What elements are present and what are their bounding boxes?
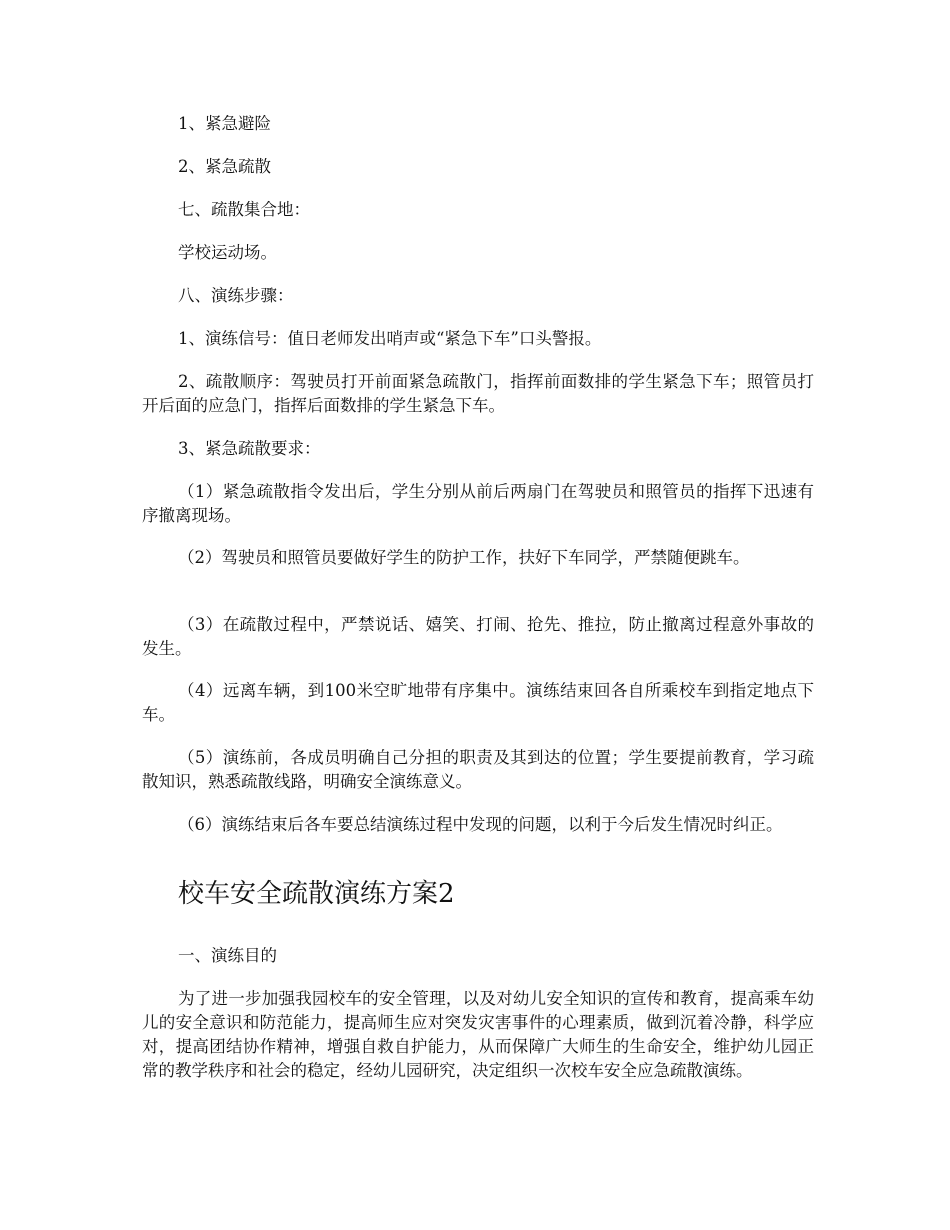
paragraph-purpose: 为了进一步加强我园校车的安全管理，以及对幼儿安全知识的宣传和教育，提高乘车幼儿的安全意识和防范能力，提高师生应对突发灾害事件的心理素质，做到沉着冷静，科学应对，提高团结协作精神，增强自救自护能力，从而保障广大师生的生命安全，维护幼儿园正常的教学秩序和社会的稳定，经幼儿园研究，决定组织一次校车安全应急疏散演练。 [142, 989, 814, 1080]
paragraph-req-5: （5）演练前，各成员明确自己分担的职责及其到达的位置；学生要提前教育，学习疏散知识，熟悉疏散线路，明确安全演练意义。 [142, 748, 814, 791]
paragraph-item-1: 1、紧急避险 [178, 114, 271, 133]
paragraph-req-4: （4）远离车辆，到100米空旷地带有序集中。演练结束回各自所乘校车到指定地点下车。 [142, 681, 814, 724]
paragraph-item-2: 2、紧急疏散 [178, 157, 271, 176]
paragraph-requirements: 3、紧急疏散要求： [178, 439, 321, 458]
paragraph-req-6: （6）演练结束后各车要总结演练过程中发现的问题，以利于今后发生情况时纠正。 [178, 815, 783, 834]
paragraph-req-1: （1）紧急疏散指令发出后，学生分别从前后两扇门在驾驶员和照管员的指挥下迅速有序撤离现场。 [142, 482, 814, 525]
paragraph-signal: 1、演练信号：值日老师发出哨声或“紧急下车”口头警报。 [178, 329, 602, 348]
section-heading-8: 八、演练步骤： [178, 286, 294, 305]
section-heading-1: 一、演练目的 [178, 946, 277, 965]
paragraph-req-2: （2）驾驶员和照管员要做好学生的防护工作，扶好下车同学，严禁随便跳车。 [178, 548, 750, 567]
document-heading: 校车安全疏散演练方案2 [178, 879, 455, 909]
paragraph-order: 2、疏散顺序：驾驶员打开前面紧急疏散门，指挥前面数排的学生紧急下车；照管员打开后面的应急门，指挥后面数排的学生紧急下车。 [142, 372, 814, 415]
paragraph-assembly-place: 学校运动场。 [178, 243, 277, 262]
paragraph-req-3: （3）在疏散过程中，严禁说话、嬉笑、打闹、抢先、推拉，防止撤离过程意外事故的发生。 [142, 615, 814, 658]
section-heading-7: 七、疏散集合地： [178, 200, 310, 219]
